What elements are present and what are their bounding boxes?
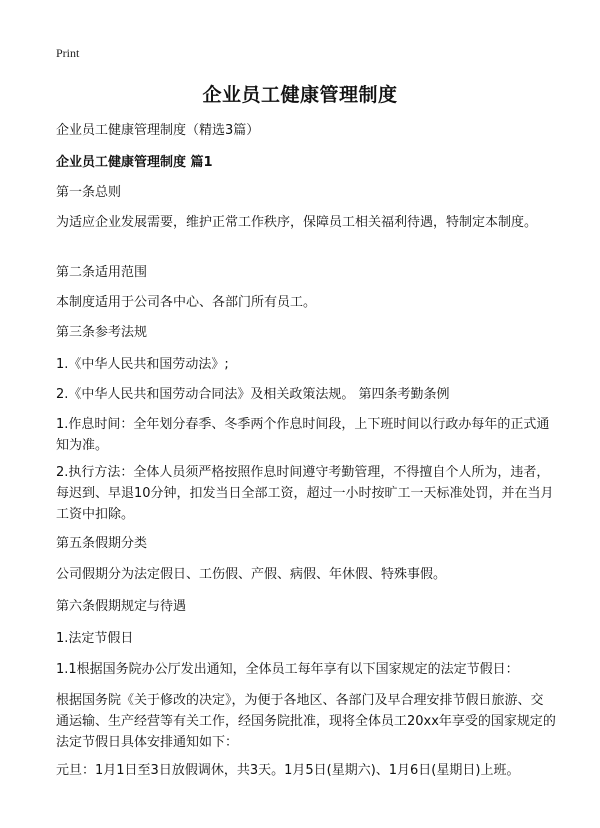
law-item-2: 2.《中华人民共和国劳动合同法》及相关政策法规。 第四条考勤条例: [56, 387, 450, 402]
document-subtitle: 企业员工健康管理制度（精选3篇）: [56, 123, 260, 138]
article-5-heading: 第五条假期分类: [56, 536, 148, 551]
article-1-body: 为适应企业发展需要，维护正常工作秩序，保障员工相关福利待遇，特制定本制度。: [56, 215, 538, 230]
holiday-item-1-1: 1.1根据国务院办公厅发出通知，全体员工每年享有以下国家规定的法定节假日：: [56, 662, 519, 677]
article-6-heading: 第六条假期规定与待遇: [56, 599, 187, 614]
attendance-item-1: 1.作息时间：全年划分春季、冬季两个作息时间段，上下班时间以行政办每年的正式通知为准。: [56, 417, 550, 453]
holiday-notice: 根据国务院《关于修改的决定》，为便于各地区、各部门及早合理安排节假日旅游、交通运输、生产经营等有关工作，经国务院批准，现将全体员工20xx年享受的国家规定的法定节假日具体安排通知如下：: [56, 693, 556, 750]
new-year-arrangement: 元旦：1月1日至3日放假调休，共3天。1月5日(星期六)、1月6日(星期日)上班。: [56, 763, 520, 778]
document-title: 企业员工健康管理制度: [202, 84, 398, 106]
article-3-heading: 第三条参考法规: [56, 325, 148, 340]
article-1-heading: 第一条总则: [56, 185, 122, 200]
attendance-item-2: 2.执行方法：全体人员须严格按照作息时间遵守考勤管理，不得擅自个人所为，违者，每迟到、早退10分钟，扣发当日全部工资，超过一小时按旷工一天标准处罚，并在当月工资中扣除。: [56, 465, 554, 522]
article-2-heading: 第二条适用范围: [56, 265, 148, 280]
holiday-heading: 1.法定节假日: [56, 631, 134, 646]
print-label: Print: [56, 46, 80, 60]
article-5-body: 公司假期分为法定假日、工伤假、产假、病假、年休假、特殊事假。: [56, 567, 447, 582]
article-2-body: 本制度适用于公司各中心、各部门所有员工。: [56, 295, 317, 310]
law-item-1: 1.《中华人民共和国劳动法》;: [56, 357, 229, 372]
section-heading: 企业员工健康管理制度 篇1: [56, 155, 213, 170]
